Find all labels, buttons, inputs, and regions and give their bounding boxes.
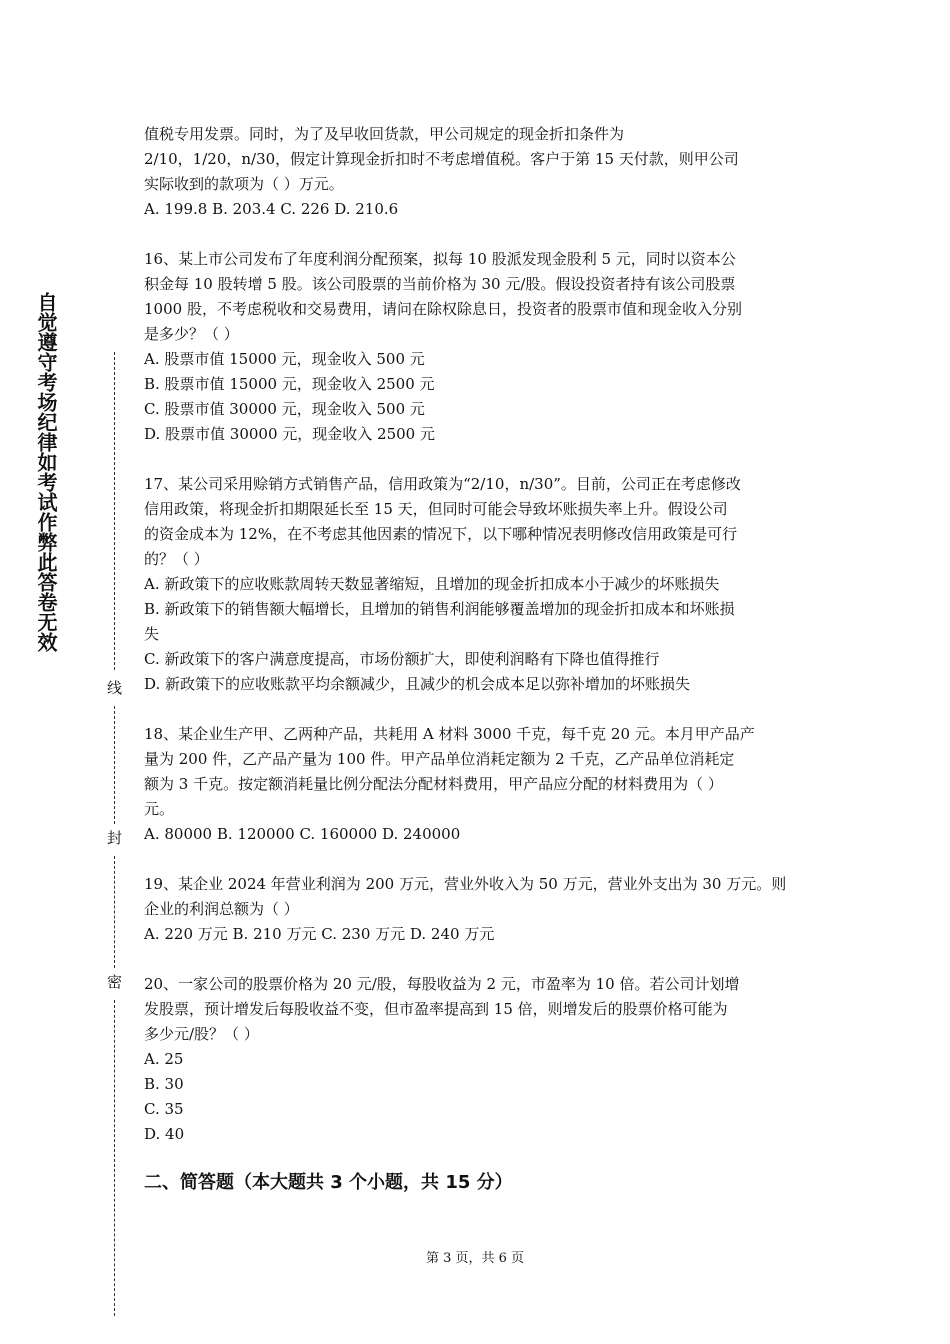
answer-option-d: D. 40 [144, 1125, 185, 1143]
answer-options: A. 80000 B. 120000 C. 160000 D. 240000 [144, 825, 461, 843]
question-text-line: 信用政策，将现金折扣期限延长至 15 天，但同时可能会导致坏账损失率上升。假设公司 [144, 500, 728, 518]
question-text-line: 元。 [144, 800, 175, 818]
answer-option-c: C. 股票市值 30000 元，现金收入 500 元 [144, 400, 425, 418]
section-heading: 二、简答题（本大题共 3 个小题，共 15 分） [144, 1172, 513, 1193]
question-16 [144, 247, 812, 447]
seal-label-mi: 密 [105, 974, 123, 989]
answer-option-d: D. 股票市值 30000 元，现金收入 2500 元 [144, 425, 435, 443]
question-text-line: 的？（ ） [144, 550, 209, 568]
answer-option-d: D. 新政策下的应收账款平均余额减少，且减少的机会成本足以弥补增加的坏账损失 [144, 675, 691, 693]
answer-option-b: B. 股票市值 15000 元，现金收入 2500 元 [144, 375, 435, 393]
exam-discipline-notice: 自觉遵守考场纪律如考试作弊此答卷无效 [34, 292, 58, 652]
answer-option-b: B. 30 [144, 1075, 184, 1093]
question-text-line: 企业的利润总额为（ ） [144, 900, 299, 918]
question-20 [144, 972, 812, 1147]
question-text-line: 的资金成本为 12%，在不考虑其他因素的情况下，以下哪种情况表明修改信用政策是可行 [144, 525, 738, 543]
question-text-line: 1000 股，不考虑税收和交易费用，请问在除权除息日，投资者的股票市值和现金收入分别 [144, 300, 742, 318]
question-15-continued [144, 122, 812, 222]
question-19 [144, 872, 812, 947]
question-text-line: 是多少？（ ） [144, 325, 239, 343]
question-text-line: 2/10，1/20，n/30，假定计算现金折扣时不考虑增值税。客户于第 15 天付款，则甲公司 [144, 150, 739, 168]
binding-line-segment [114, 856, 115, 968]
answer-options: A. 220 万元 B. 210 万元 C. 230 万元 D. 240 万元 [144, 925, 495, 943]
answer-option-c: C. 新政策下的客户满意度提高，市场份额扩大，即使利润略有下降也值得推行 [144, 650, 660, 668]
question-text-line: 额为 3 千克。按定额消耗量比例分配法分配材料费用，甲产品应分配的材料费用为（ ） [144, 775, 723, 793]
answer-option-b: B. 新政策下的销售额大幅增长，且增加的销售利润能够覆盖增加的现金折扣成本和坏账损 [144, 600, 735, 618]
question-text-line: 18、某企业生产甲、乙两种产品，共耗用 A 材料 3000 千克，每千克 20 元。本月甲产品产 [144, 725, 755, 743]
page-footer: 第 3 页，共 6 页 [425, 1251, 525, 1266]
binding-line-segment [114, 706, 115, 824]
answer-option-b-cont: 失 [144, 625, 160, 643]
answer-option-a: A. 新政策下的应收账款周转天数显著缩短，且增加的现金折扣成本小于减少的坏账损失 [144, 575, 720, 593]
question-text-line: 17、某公司采用赊销方式销售产品，信用政策为“2/10，n/30”。目前，公司正在考虑修改 [144, 475, 741, 493]
question-text-line: 19、某企业 2024 年营业利润为 200 万元，营业外收入为 50 万元，营业外支出为 30 万元。则 [144, 875, 787, 893]
question-text-line: 值税专用发票。同时，为了及早收回货款，甲公司规定的现金折扣条件为 [144, 125, 625, 143]
seal-label-feng: 封 [105, 830, 123, 845]
question-content [144, 122, 812, 1172]
question-text-line: 16、某上市公司发布了年度利润分配预案，拟每 10 股派发现金股利 5 元，同时以资本公 [144, 250, 736, 268]
binding-line-segment [114, 352, 115, 670]
question-17 [144, 472, 812, 697]
question-text-line: 发股票，预计增发后每股收益不变，但市盈率提高到 15 倍，则增发后的股票价格可能为 [144, 1000, 728, 1018]
question-text-line: 20、一家公司的股票价格为 20 元/股，每股收益为 2 元，市盈率为 10 倍。若公司计划增 [144, 975, 740, 993]
question-text-line: 量为 200 件，乙产品产量为 100 件。甲产品单位消耗定额为 2 千克，乙产品单位消耗定 [144, 750, 735, 768]
question-18 [144, 722, 812, 847]
answer-option-a: A. 25 [144, 1050, 184, 1068]
question-text-line: 实际收到的款项为（ ）万元。 [144, 175, 344, 193]
answer-options: A. 199.8 B. 203.4 C. 226 D. 210.6 [144, 200, 399, 218]
answer-option-c: C. 35 [144, 1100, 184, 1118]
question-text-line: 积金每 10 股转增 5 股。该公司股票的当前价格为 30 元/股。假设投资者持有该公司股票 [144, 275, 736, 293]
question-text-line: 多少元/股？（ ） [144, 1025, 259, 1043]
binding-line-segment [114, 1000, 115, 1316]
answer-option-a: A. 股票市值 15000 元，现金收入 500 元 [144, 350, 425, 368]
seal-label-xian: 线 [105, 680, 123, 695]
